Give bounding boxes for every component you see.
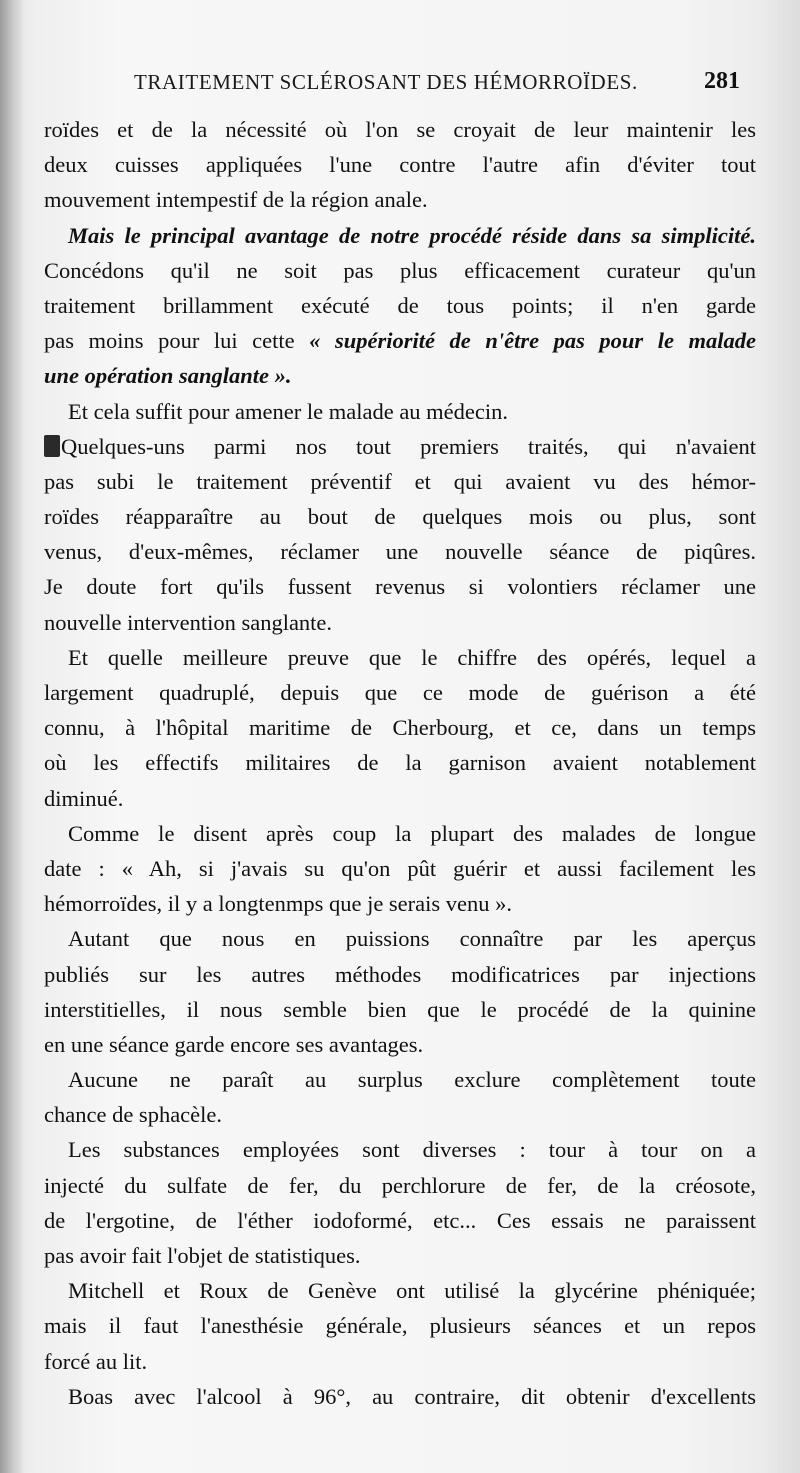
page-binding-shadow — [0, 0, 24, 1473]
text-line: Concédons qu'il ne soit pas plus efficacement curateur qu'un — [44, 257, 756, 283]
text-line: nouvelle intervention sanglante. — [44, 609, 333, 635]
text-line: venus, d'eux-mêmes, réclamer une nouvelle séance de piqûres. — [44, 539, 756, 565]
text-line: Boas avec l'alcool à 96°, au contraire, dit obtenir d'excellents — [68, 1383, 756, 1409]
text-line: pas avoir fait l'objet de statistiques. — [44, 1243, 361, 1268]
page-number: 281 — [704, 68, 740, 94]
text-line: roïdes et de la nécessité où l'on se croyait de leur maintenir les — [44, 117, 756, 142]
text-line: Mais le principal avantage de notre procédé réside dans sa simplicité. — [68, 222, 756, 248]
text-line: Je doute fort qu'ils fussent revenus si volontiers réclamer une — [44, 574, 756, 600]
text-line: traitement brillamment exécuté de tous points; il n'en garde — [44, 292, 756, 318]
text-line: Autant que nous en puissions connaître par les aperçus — [68, 926, 756, 952]
text-line: Aucune ne paraît au surplus exclure complètement toute — [68, 1067, 756, 1093]
text-line: en une séance garde encore ses avantages. — [44, 1031, 424, 1057]
text-line: de l'ergotine, de l'éther iodoformé, etc... Ces essais ne paraissent — [44, 1207, 756, 1233]
text-line: connu, à l'hôpital maritime de Cherbourg, et ce, dans un temps — [44, 715, 756, 741]
text-line: publiés sur les autres méthodes modificatrices par injections — [44, 961, 756, 987]
text-run: Quelques-uns parmi nos tout premiers traités, qui n'avaient — [61, 433, 756, 459]
text-run: pas moins pour lui cette — [44, 328, 295, 354]
text-line: forcé au lit. — [44, 1348, 148, 1374]
text-line: Comme le disent après coup la plupart des malades de longue — [68, 820, 756, 846]
text-line — [44, 429, 756, 464]
text-line: Et quelle meilleure preuve que le chiffre des opérés, lequel a — [68, 644, 756, 670]
text-line: roïdes réapparaître au bout de quelques mois ou plus, sont — [44, 504, 756, 530]
body-text — [44, 112, 756, 1414]
text-line: mouvement intempestif de la région anale. — [44, 187, 428, 213]
text-line: largement quadruplé, depuis que ce mode de guérison a été — [44, 680, 756, 705]
text-line: hémorroïdes, il y a longtenmps que je serais venu ». — [44, 891, 513, 917]
text-line: mais il faut l'anesthésie générale, plusieurs séances et un repos — [44, 1313, 756, 1339]
italic-quote: « supériorité de n'être pas pour le malade — [309, 328, 756, 354]
text-line: où les effectifs militaires de la garnison avaient notablement — [44, 750, 756, 776]
page-header — [50, 68, 740, 108]
running-title: TRAITEMENT SCLÉROSANT DES HÉMORROÏDES. — [134, 70, 638, 94]
ink-stain — [44, 435, 60, 457]
text-line: Mitchell et Roux de Genève ont utilisé la glycérine phéniquée; — [68, 1278, 756, 1304]
text-line — [44, 323, 756, 358]
text-line: interstitielles, il nous semble bien que le procédé de la quinine — [44, 996, 756, 1022]
text-line: une opération sanglante ». — [44, 363, 292, 389]
text-line: Et cela suffit pour amener le malade au médecin. — [68, 398, 509, 424]
text-line: Les substances employées sont diverses : tour à tour on a — [68, 1137, 756, 1163]
text-line: pas subi le traitement préventif et qui avaient vu des hémor- — [44, 468, 756, 494]
text-line: chance de sphacèle. — [44, 1102, 223, 1128]
text-line: injecté du sulfate de fer, du perchlorure de fer, de la créosote, — [44, 1172, 756, 1198]
text-line: deux cuisses appliquées l'une contre l'autre afin d'éviter tout — [44, 152, 756, 178]
text-line: date : « Ah, si j'avais su qu'on pût guérir et aussi facilement les — [44, 855, 756, 881]
text-line: diminué. — [44, 785, 124, 811]
